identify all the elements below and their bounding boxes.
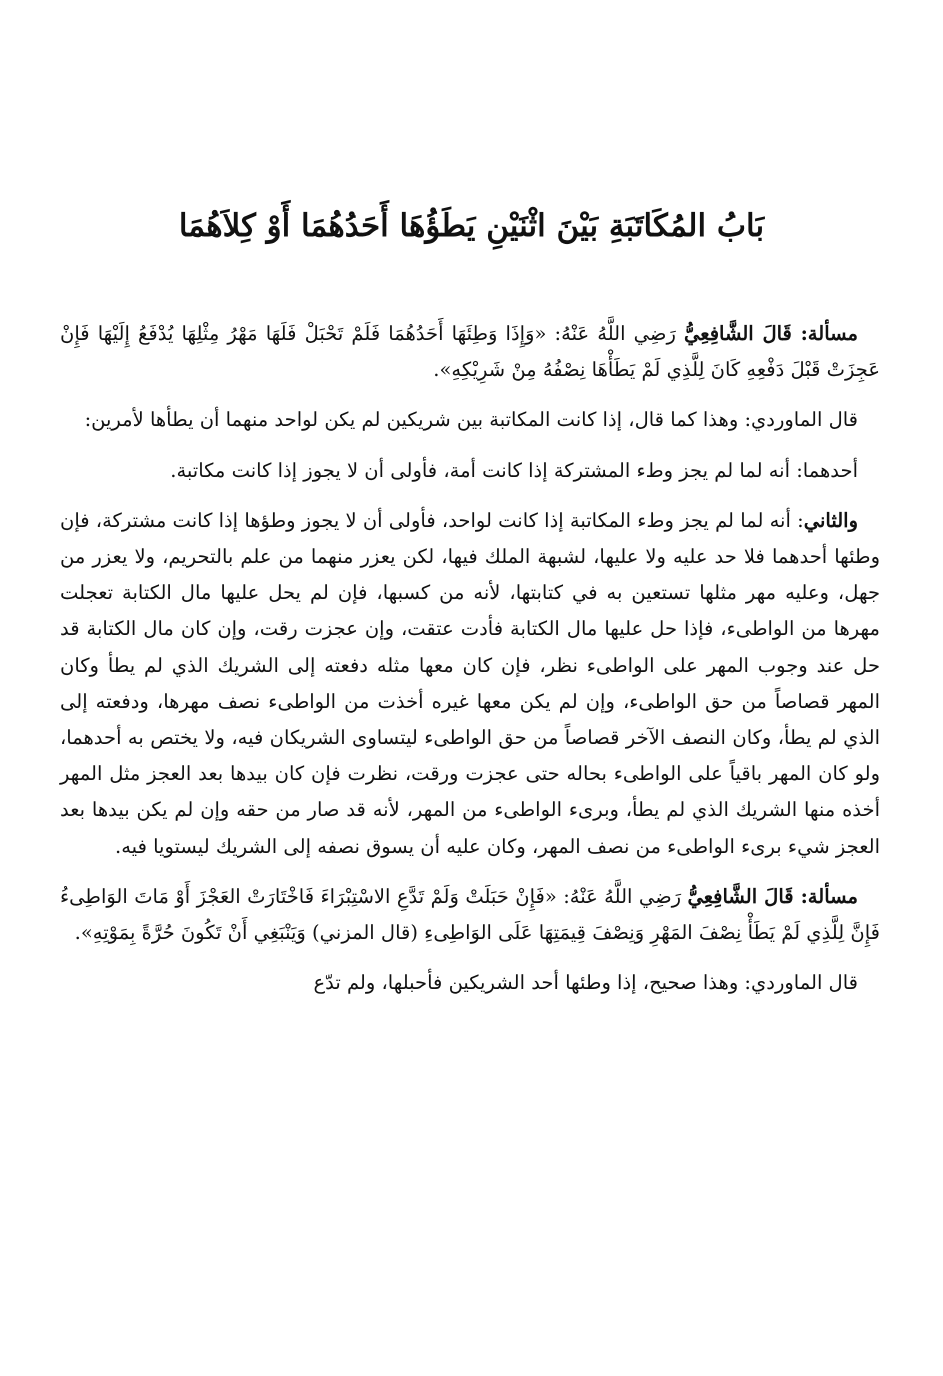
- paragraph-1-text: رَضِي اللَّهُ عَنْهُ: «وَإِذَا وَطِئَهَا أَحَدُهُمَا فَلَمْ تَحْبَلْ فَلَهَا مَهْرُ مِثْلِهَا يُدْفَعُ إِلَيْهَا فَإِنْ عَجِزَتْ قَبْلَ دَفْعِهِ كَانَ لِلَّذِي لَمْ يَطَأْهَا نِصْفُهُ مِنْ شَرِيْكِهِ».: [60, 322, 880, 382]
- chapter-body: [60, 316, 880, 1015]
- paragraph-4-lead: والثاني: [803, 508, 858, 532]
- paragraph-4: [60, 503, 880, 865]
- paragraph-3-text: أحدهما: أنه لما لم يجز وطء المشتركة إذا كانت أمة، فأولى أن لا يجوز إذا كانت مكاتبة.: [170, 458, 858, 482]
- paragraph-4-text: : أنه لما لم يجز وطء المكاتبة إذا كانت لواحد، فأولى أن لا يجوز وطؤها إذا كانت مشتركة، فإن وطئها أحدهما فلا حد عليه ولا عليها، لشبهة الملك فيها، لكن يعزر منهما من علم بالتحريم، ولا يعزر من جهل، وعليه مهر مثلها تستعين به في كتابتها، لأنه من كسبها، فإن لم يحل عليها مال الكتابة تعجلت مهرها من الواطىء، فإذا حل عليها مال الكتابة فأدت عتقت، وإن عجزت رقت، وإن كان مال الكتابة قد حل عند وجوب المهر على الواطىء نظر، فإن كان معها مثله دفعته إلى الشريك الذي لم يطأ وكان المهر قصاصاً من حق الواطىء، وإن لم يكن معها غيره أخذت من الواطىء نصف مهرها، ودفعته إلى الذي لم يطأ، وكان النصف الآخر قصاصاً من حق الواطىء ليتساوى الشريكان فيه، ولا يختص به أحدهما، ولو كان المهر باقياً على الواطىء بحاله حتى عجزت ورقت، نظرت فإن كان بيدها بعد العجز مثل المهر أخذه منها الشريك الذي لم يطأ، وبرىء الواطىء من المهر، لأنه قد صار من حقه وإن لم يكن بيدها بعد العجز شيء برىء الواطىء من نصف المهر، وكان عليه أن يسوق نصفه إلى الشريك ليستويا فيه.: [60, 508, 880, 858]
- paragraph-3: [60, 453, 880, 489]
- paragraph-1: [60, 316, 880, 388]
- paragraph-2: [60, 402, 880, 438]
- chapter-title: بَابُ المُكَاتَبَةِ بَيْنَ اثْنَيْنِ يَطَؤُهَا أَحَدُهُمَا أَوْ كِلاَهُمَا: [178, 208, 765, 244]
- paragraph-5-lead: مسألة: قَالَ الشَّافِعِيُّ: [687, 884, 858, 908]
- paragraph-1-lead: مسألة: قَالَ الشَّافِعِيُّ: [684, 322, 858, 345]
- paragraph-6-text: قال الماوردي: وهذا صحيح، إذا وطئها أحد الشريكين فأحبلها، ولم تدّع: [313, 971, 858, 995]
- paragraph-2-text: قال الماوردي: وهذا كما قال، إذا كانت المكاتبة بين شريكين لم يكن لواحد منهما أن يطأها لأمرين:: [84, 408, 858, 432]
- paragraph-5: [60, 879, 880, 951]
- paragraph-6: [60, 965, 880, 1001]
- paragraph-5-text: رَضِي اللَّهُ عَنْهُ: «فَإِنْ حَبَلَتْ وَلَمْ تَدَّعِ الاسْتِبْرَاءَ فَاخْتَارَتْ العَجْزَ أَوْ مَاتَ الوَاطِىءُ فَإِنَّ لِلَّذِي لَمْ يَطَأْ نِصْفَ المَهْرِ وَنِصْفَ قِيمَتِهَا عَلَى الوَاطِىءِ (قال المزني) وَيَنْبَغِي أَنْ تَكُونَ حُرَّةً بِمَوْتِهِ».: [60, 884, 880, 945]
